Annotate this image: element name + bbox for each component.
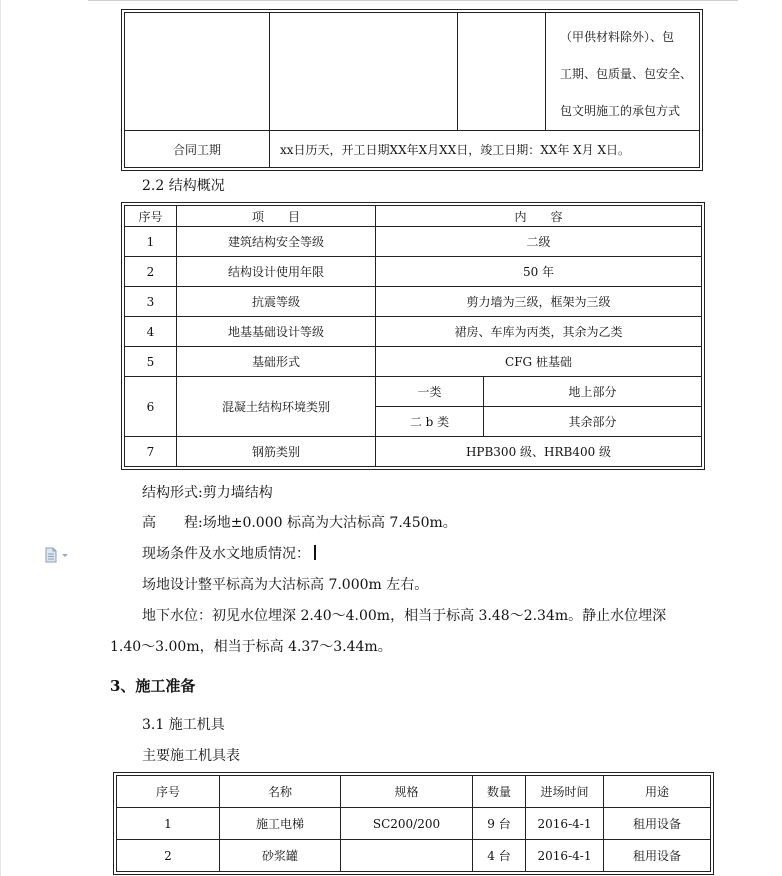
row-item: 地基基础设计等级 [177, 317, 376, 347]
section-3-1-title: 3.1 施工机具 [142, 717, 225, 733]
cell-date: 2016-4-1 [526, 808, 604, 840]
row-no: 6 [125, 377, 177, 437]
cell-spec [341, 840, 473, 872]
env-class: 二 b 类 [376, 407, 484, 437]
row-no: 2 [125, 257, 177, 287]
contract-cell [270, 13, 458, 131]
paragraph-site-conditions[interactable] [142, 543, 316, 563]
contract-period-value: xx日历天，开工日期XX年X月XX日，竣工日期：XX年 X月 X日。 [270, 131, 700, 168]
table-row [117, 840, 711, 872]
table-row [125, 257, 702, 287]
cell-qty: 9 台 [473, 808, 526, 840]
cell-name: 砂浆罐 [220, 840, 341, 872]
row-content: 二级 [376, 227, 702, 257]
row-content: 裙房、车库为丙类，其余为乙类 [376, 317, 702, 347]
row-no: 3 [125, 287, 177, 317]
structure-header-row [125, 206, 702, 227]
equipment-table-title: 主要施工机具表 [142, 748, 240, 764]
cell-qty: 4 台 [473, 840, 526, 872]
row-item: 结构设计使用年限 [177, 257, 376, 287]
equipment-header-row [117, 776, 711, 808]
header-spec: 规格 [341, 776, 473, 808]
row-item: 建筑结构安全等级 [177, 227, 376, 257]
scope-line: 工期、包质量、包安全、 [560, 67, 693, 81]
contract-row-period [125, 131, 700, 168]
scope-line: 包文明施工的承包方式 [560, 104, 681, 118]
header-qty: 数量 [473, 776, 526, 808]
structure-header-item: 项 目 [177, 206, 376, 227]
cell-use: 租用设备 [604, 808, 711, 840]
table-row [125, 347, 702, 377]
row-content: CFG 桩基础 [376, 347, 702, 377]
env-part: 地上部分 [484, 377, 702, 407]
cell-spec: SC200/200 [341, 808, 473, 840]
scope-line: （甲供材料除外）、包 [560, 30, 675, 44]
cell-no: 2 [117, 840, 220, 872]
header-name: 名称 [220, 776, 341, 808]
table-row [125, 377, 702, 407]
page-top-edge [88, 0, 738, 1]
contract-scope-cell [546, 13, 700, 131]
paragraph-structure-form: 结构形式:剪力墙结构 [142, 485, 273, 501]
row-no: 4 [125, 317, 177, 347]
row-content: 50 年 [376, 257, 702, 287]
table-row [125, 227, 702, 257]
page-left-edge [0, 0, 1, 876]
text-cursor [314, 545, 316, 560]
row-no: 7 [125, 437, 177, 467]
header-use: 用途 [604, 776, 711, 808]
header-date: 进场时间 [526, 776, 604, 808]
contract-period-label: 合同工期 [125, 131, 270, 168]
table-row [125, 437, 702, 467]
row-item: 钢筋类别 [177, 437, 376, 467]
paragraph-groundwater-cont: 1.40～3.00m，相当于标高 4.37～3.44m。 [110, 639, 392, 655]
structure-table [124, 205, 702, 467]
contract-cell [458, 13, 546, 131]
row-item: 混凝土结构环境类别 [177, 377, 376, 437]
row-no: 5 [125, 347, 177, 377]
row-content: 剪力墙为三级，框架为三级 [376, 287, 702, 317]
equipment-table [116, 775, 711, 872]
env-part: 其余部分 [484, 407, 702, 437]
paragraph-elevation: 高 程:场地±0.000 标高为大沽标高 7.450m。 [142, 515, 457, 531]
contract-table [124, 12, 700, 168]
section-3-title: 3、施工准备 [110, 677, 196, 695]
table-row [117, 808, 711, 840]
row-item: 基础形式 [177, 347, 376, 377]
row-item: 抗震等级 [177, 287, 376, 317]
table-row [125, 317, 702, 347]
site-conditions-text: 现场条件及水文地质情况： [142, 546, 310, 562]
document-icon[interactable] [44, 547, 70, 563]
cell-use: 租用设备 [604, 840, 711, 872]
table-row [125, 287, 702, 317]
paragraph-site-grade: 场地设计整平标高为大沽标高 7.000m 左右。 [142, 577, 429, 593]
cell-no: 1 [117, 808, 220, 840]
cell-name: 施工电梯 [220, 808, 341, 840]
contract-row-scope [125, 13, 700, 131]
header-no: 序号 [117, 776, 220, 808]
section-2-2-title: 2.2 结构概况 [142, 178, 225, 194]
env-class: 一类 [376, 377, 484, 407]
structure-header-content: 内 容 [376, 206, 702, 227]
paragraph-groundwater: 地下水位：初见水位埋深 2.40～4.00m，相当于标高 3.48～2.34m。静止水位埋深 [142, 608, 667, 624]
structure-header-no: 序号 [125, 206, 177, 227]
cell-date: 2016-4-1 [526, 840, 604, 872]
row-content: HPB300 级、HRB400 级 [376, 437, 702, 467]
contract-cell [125, 13, 270, 131]
row-no: 1 [125, 227, 177, 257]
